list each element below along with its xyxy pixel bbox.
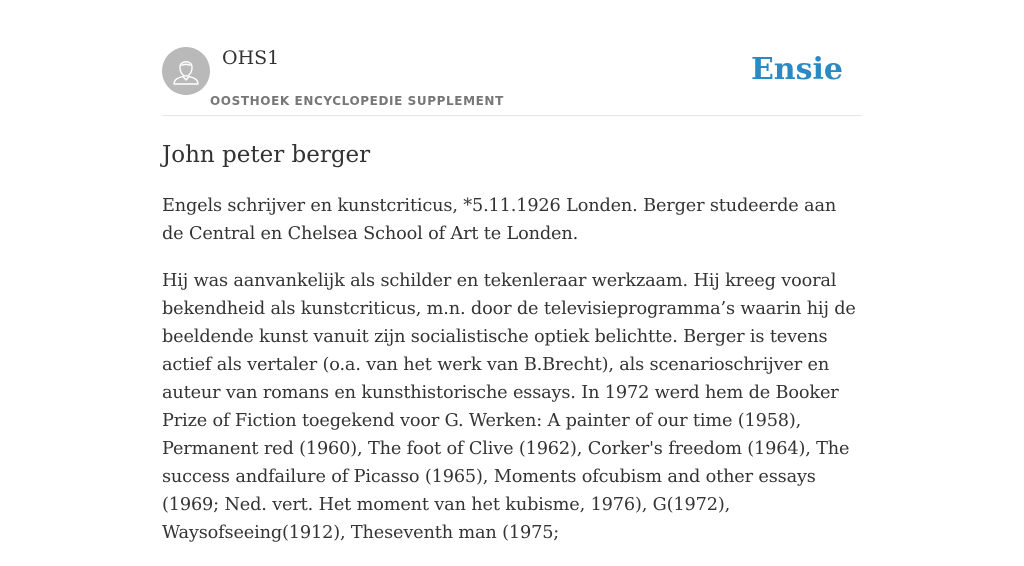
brand-logo[interactable]: Ensie — [750, 52, 843, 87]
user-silhouette-icon — [162, 47, 210, 95]
source-label[interactable]: OOSTHOEK ENCYCLOPEDIE SUPPLEMENT — [210, 94, 504, 108]
page-container — [162, 0, 862, 543]
page-title: John peter berger — [162, 142, 371, 168]
paragraph: Hij was aanvankelijk als schilder en tekenleraar werkzaam. Hij kreeg vooral bekendheid als kunstcriticus, m.n. door de televisieprogramma’s waarin hij de beeldende kunst vanuit zijn socialistische optiek belichtte. Berger is tevens actief als vertaler (o.a. van het werk van B.Brecht), als scenarioschrijver en auteur van romans en kunsthistorische essays. In 1972 werd hem de Booker Prize of Fiction toegekend voor G. Werken: A painter of our time (1958), Permanent red (1960), The foot of Clive (1962), Corker's freedom (1964), The success andfailure of Picasso (1965), Moments ofcubism and other essays (1969; Ned. vert. Het moment van het kubisme, 1976), G(1972), Waysofseeing(1912), Theseventh man (1975; — [162, 271, 856, 543]
avatar[interactable] — [162, 47, 210, 95]
article-body — [162, 192, 862, 566]
paragraph: Engels schrijver en kunstcriticus, *5.11.1926 Londen. Berger studeerde aan de Central en Chelsea School of Art te Londen. — [162, 196, 837, 244]
author-name[interactable]: OHS1 — [222, 47, 280, 69]
article-header — [162, 0, 862, 116]
